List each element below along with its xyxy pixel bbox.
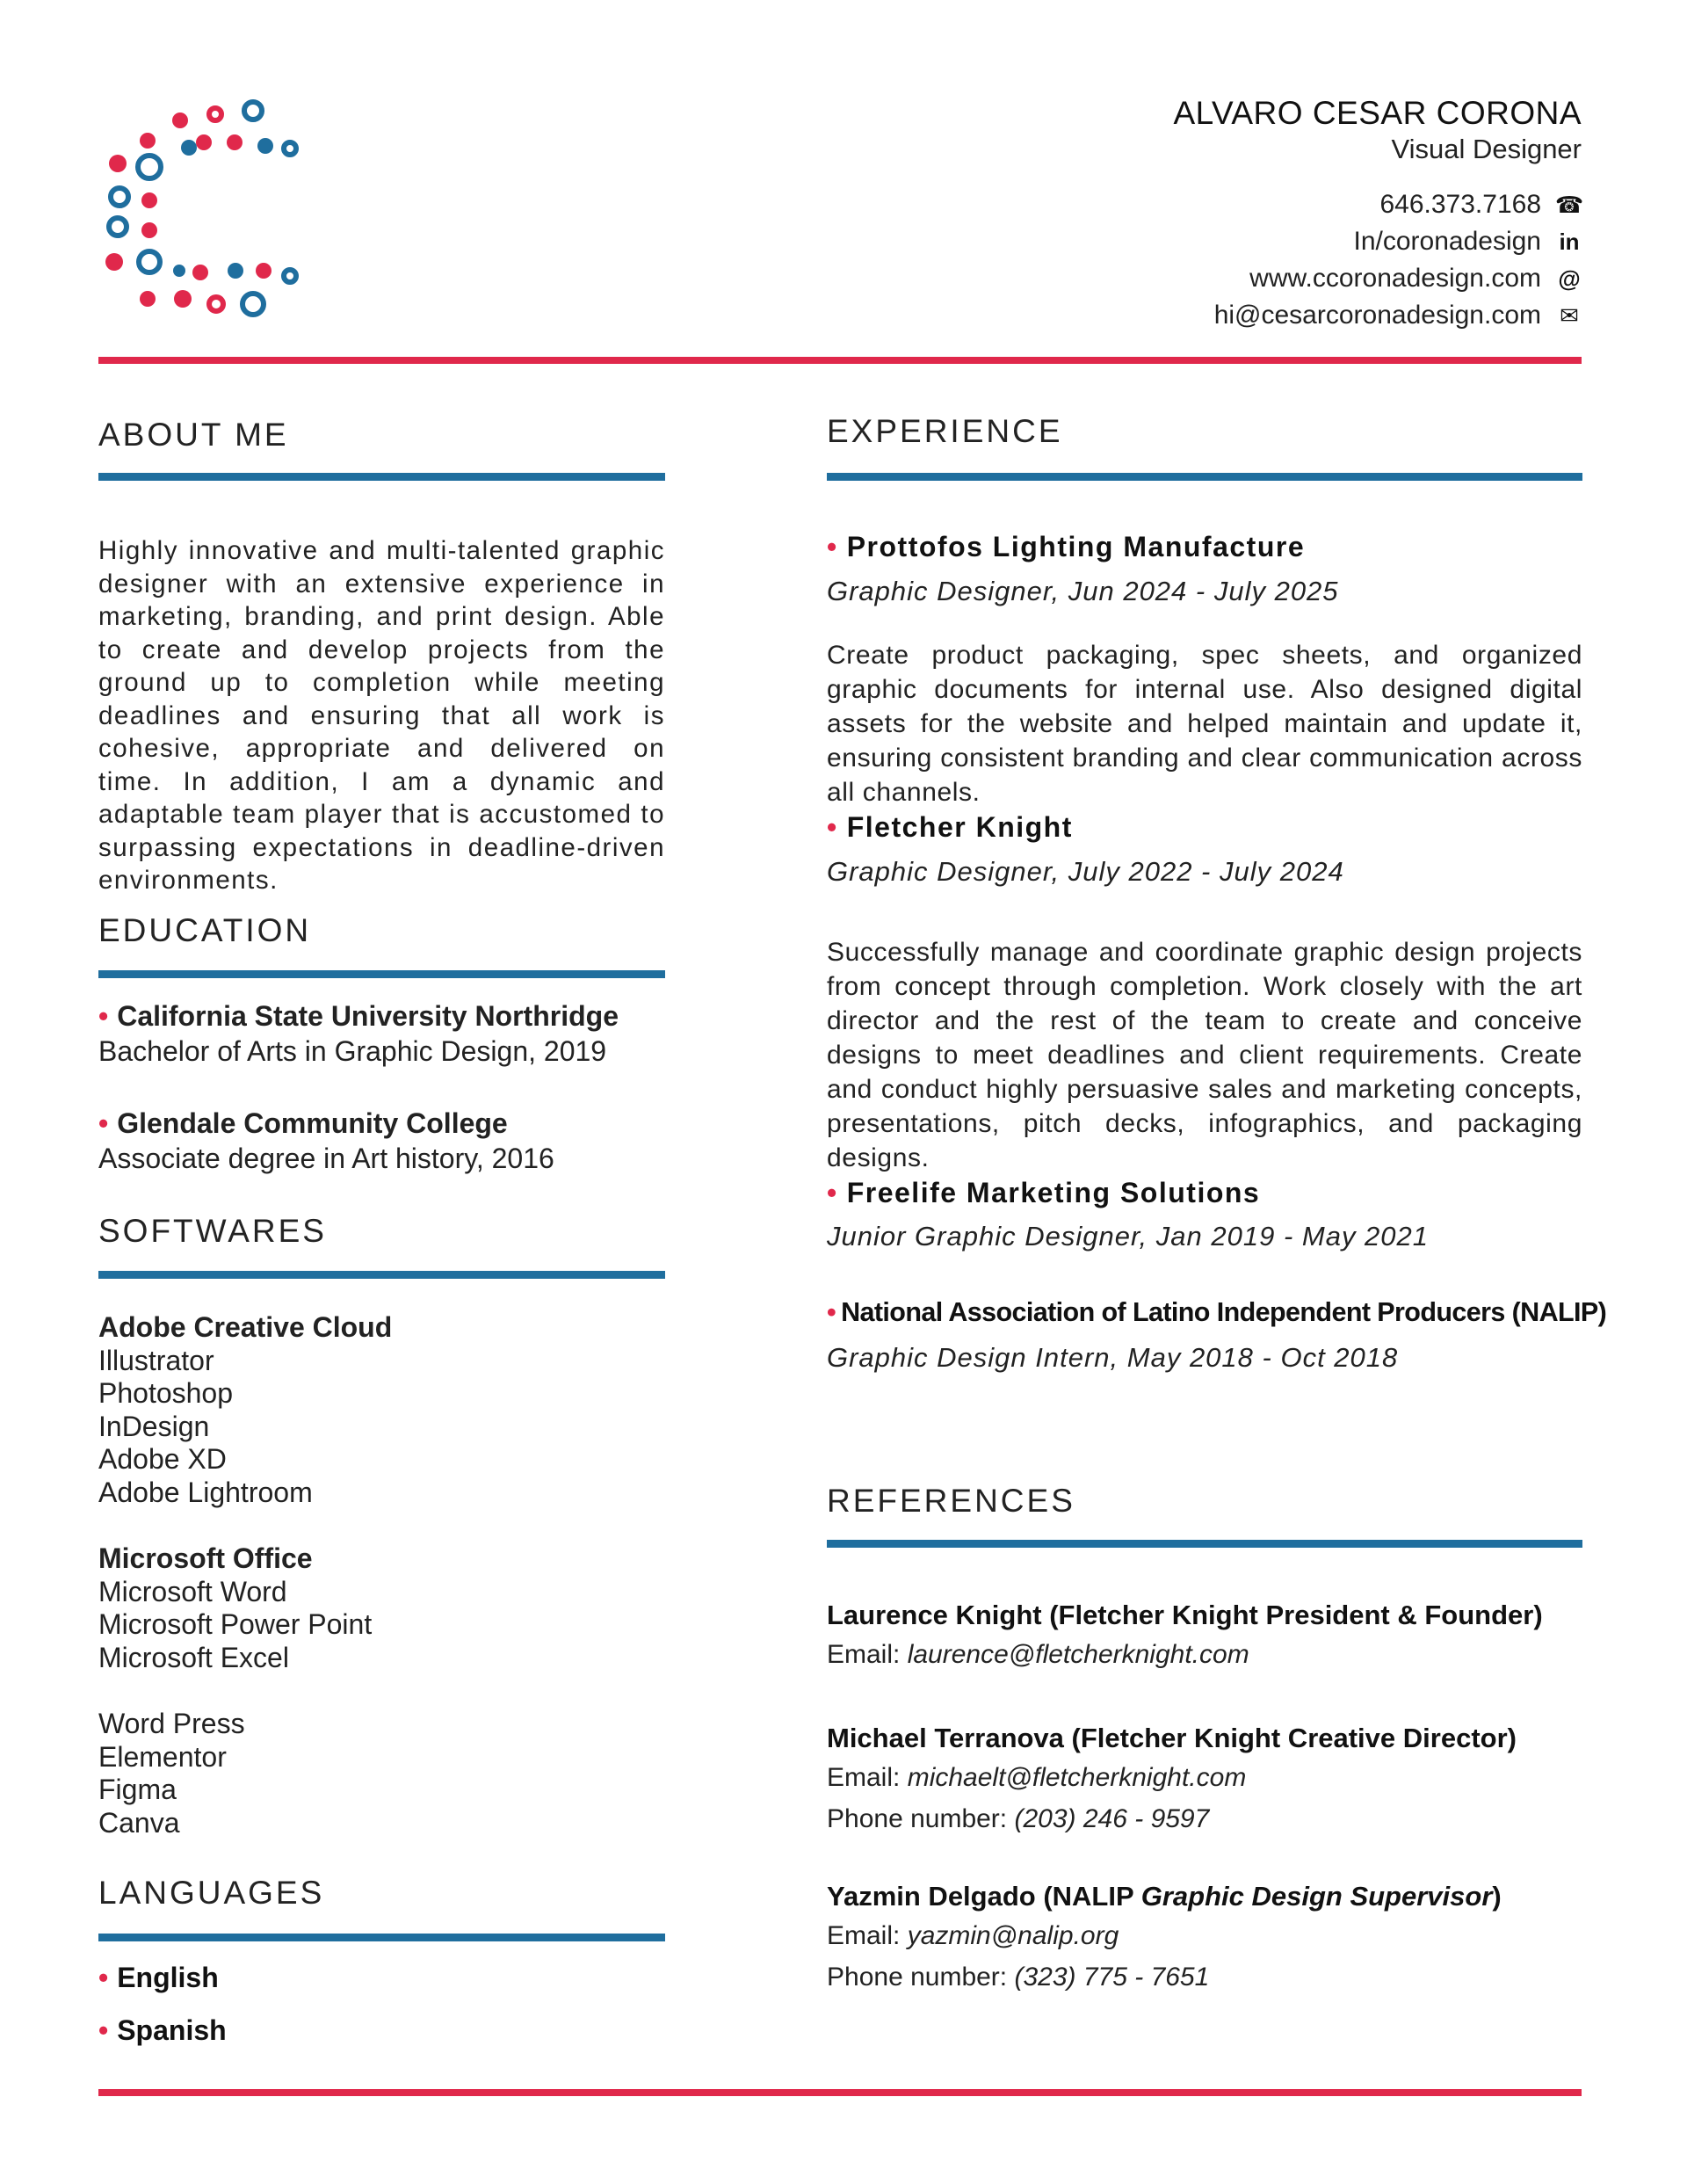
contact-email[interactable]: [1214, 301, 1582, 330]
job-description: Create product packaging, spec sheets, and organized graphic documents for internal use. Also designed digital assets for the website and helped maintain and update it, ensuring consistent branding and clear communication across all channels.: [827, 641, 1582, 807]
languages-heading: LANGUAGES: [98, 1875, 325, 1911]
about-divider: [98, 473, 665, 481]
reference-phone[interactable]: (203) 246 - 9597: [1014, 1804, 1210, 1833]
languages-divider: [98, 1934, 665, 1941]
software-item: Figma: [98, 1774, 177, 1805]
software-item: Canva: [98, 1806, 180, 1839]
logo-dot: [141, 222, 157, 238]
reference-name: Michael Terranova (Fletcher Knight Creative Director): [827, 1723, 1517, 1753]
logo-dot: [111, 188, 128, 206]
job-company-name: Freelife Marketing Solutions: [846, 1177, 1261, 1208]
job-company-name: National Association of Latino Independent Producers (NALIP): [841, 1297, 1607, 1327]
software-group-title: Adobe Creative Cloud: [98, 1311, 393, 1343]
education-divider: [98, 970, 665, 978]
education-school: California State University Northridge: [117, 1000, 619, 1032]
job-company: • Fletcher Knight: [827, 811, 1073, 843]
language-item: • Spanish: [98, 2014, 227, 2046]
language-item: • English: [98, 1962, 219, 1993]
logo-dot: [196, 134, 212, 150]
logo-dot: [243, 294, 264, 315]
about-text: Highly innovative and multi-talented graphic designer with an extensive experience in marketing, branding, and print design. Able to create and develop projects from the ground up to completion while meeting deadlines and ensuring that all work is cohesive, appropriate and delivered on time. In addition, I am a dynamic and adaptable team player that is accustomed to surpassing expectations in deadline-driven environments.: [98, 536, 665, 895]
reference-email-label: Email:: [827, 1763, 901, 1792]
logo-dot: [140, 291, 156, 307]
job-role: Junior Graphic Designer, Jan 2019 - May 2021: [827, 1221, 1430, 1252]
references-divider: [827, 1540, 1582, 1548]
logo-dot: [256, 263, 272, 279]
logo-dot: [257, 138, 273, 154]
logo-dot: [109, 218, 127, 236]
logo-dot: [209, 108, 221, 120]
reference-name-prefix: Yazmin Delgado (NALIP: [827, 1881, 1141, 1912]
logo-dot: [109, 155, 127, 172]
job-role: Graphic Design Intern, May 2018 - Oct 2018: [827, 1342, 1399, 1373]
linkedin-icon: in: [1559, 228, 1580, 255]
reference-phone-line: [827, 1963, 1582, 1992]
reference-phone-label: Phone number:: [827, 1804, 1008, 1833]
software-group-other: [98, 1708, 665, 1839]
logo-dot: [173, 265, 185, 277]
reference-email[interactable]: yazmin@nalip.org: [907, 1921, 1119, 1950]
reference-phone-label: Phone number:: [827, 1963, 1008, 1992]
logo-dot: [284, 270, 296, 282]
software-item: InDesign: [98, 1410, 210, 1442]
reference-phone-line: [827, 1804, 1582, 1834]
experience-heading: EXPERIENCE: [827, 413, 1063, 449]
candidate-name: ALVARO CESAR CORONA: [1173, 95, 1582, 131]
references-heading: REFERENCES: [827, 1483, 1075, 1519]
logo-dot: [174, 290, 192, 308]
mail-icon: ✉: [1560, 301, 1579, 329]
logo-dot: [228, 263, 243, 279]
education-item: • California State University Northridge Bachelor of Arts in Graphic Design, 2019: [98, 998, 665, 1069]
candidate-title: Visual Designer: [1391, 134, 1582, 164]
contact-linkedin-text[interactable]: In/coronadesign: [1353, 227, 1541, 256]
software-item: Illustrator: [98, 1344, 214, 1376]
at-icon: @: [1558, 265, 1581, 292]
job-description: Successfully manage and coordinate graphic design projects from concept through completion. Work closely with the art director and the rest of the team to create and conceive designs to meet deadlines and client requirements. Create and conduct highly persuasive sales and marketing concepts, presentations, pitch decks, infographics, and packaging designs.: [827, 938, 1582, 1172]
software-group-adobe: [98, 1311, 665, 1509]
reference-name: Laurence Knight (Fletcher Knight President & Founder): [827, 1600, 1543, 1630]
softwares-divider: [98, 1271, 665, 1279]
software-item: Adobe Lightroom: [98, 1476, 313, 1508]
education-degree: Bachelor of Arts in Graphic Design, 2019: [98, 1035, 607, 1067]
education-item: • Glendale Community College Associate degree in Art history, 2016: [98, 1106, 665, 1176]
about-heading: ABOUT ME: [98, 417, 289, 453]
reference-email[interactable]: laurence@fletcherknight.com: [907, 1640, 1249, 1669]
logo-dot: [138, 156, 161, 178]
job-company: • National Association of Latino Independent Producers (NALIP): [827, 1297, 1607, 1327]
software-item: Word Press: [98, 1708, 245, 1739]
logo-dot: [284, 142, 296, 155]
logo-dot: [141, 192, 157, 208]
software-item: Microsoft Excel: [98, 1641, 289, 1673]
logo-dot: [105, 253, 123, 271]
job-company-name: Fletcher Knight: [846, 811, 1073, 843]
contact-phone: [1379, 190, 1582, 220]
reference-name: [827, 1881, 1582, 1912]
experience-divider: [827, 473, 1582, 481]
contact-linkedin[interactable]: [1354, 227, 1582, 257]
logo-dot: [139, 251, 160, 272]
contact-website[interactable]: [1249, 264, 1582, 294]
job-role: Graphic Designer, Jun 2024 - July 2025: [827, 576, 1339, 606]
contact-website-text[interactable]: www.ccoronadesign.com: [1249, 264, 1541, 293]
software-group-microsoft: [98, 1542, 665, 1674]
software-item: Elementor: [98, 1740, 227, 1773]
logo-c-dots: [95, 98, 315, 336]
language-name: Spanish: [117, 2014, 227, 2046]
education-school: Glendale Community College: [117, 1107, 508, 1139]
reference-phone[interactable]: (323) 775 - 7651: [1014, 1963, 1210, 1992]
logo-dot: [227, 134, 243, 150]
reference-email-line: [827, 1763, 1582, 1793]
logo-dot: [172, 112, 188, 128]
software-group-title: Microsoft Office: [98, 1542, 313, 1574]
contact-email-text[interactable]: hi@cesarcoronadesign.com: [1213, 301, 1541, 330]
header-divider: [98, 357, 1582, 364]
software-item: Microsoft Word: [98, 1575, 287, 1607]
software-item: Adobe XD: [98, 1443, 227, 1475]
logo-dot: [244, 102, 262, 120]
softwares-heading: SOFTWARES: [98, 1213, 327, 1249]
job-role: Graphic Designer, July 2022 - July 2024: [827, 856, 1344, 887]
logo-dot: [140, 133, 156, 149]
reference-email[interactable]: michaelt@fletcherknight.com: [907, 1763, 1247, 1792]
logo-dot: [181, 140, 197, 156]
education-degree: Associate degree in Art history, 2016: [98, 1143, 554, 1174]
reference-email-label: Email:: [827, 1640, 901, 1669]
reference-name-suffix: ): [1492, 1881, 1502, 1912]
reference-email-line: [827, 1921, 1582, 1951]
job-company-name: Prottofos Lighting Manufacture: [846, 531, 1306, 562]
software-item: Photoshop: [98, 1377, 234, 1409]
education-heading: EDUCATION: [98, 912, 312, 948]
reference-name-italic: Graphic Design Supervisor: [1140, 1881, 1493, 1912]
reference-email-label: Email:: [827, 1921, 901, 1950]
contact-phone-text: 646.373.7168: [1379, 190, 1541, 219]
footer-divider: [98, 2089, 1582, 2096]
logo-dot: [209, 297, 223, 311]
software-item: Microsoft Power Point: [98, 1608, 373, 1640]
phone-icon: ☎: [1554, 191, 1584, 218]
job-company: • Freelife Marketing Solutions: [827, 1177, 1261, 1208]
reference-email-line: [827, 1640, 1582, 1670]
logo-dot: [192, 265, 208, 280]
job-company: • Prottofos Lighting Manufacture: [827, 531, 1306, 562]
language-name: English: [117, 1962, 219, 1993]
